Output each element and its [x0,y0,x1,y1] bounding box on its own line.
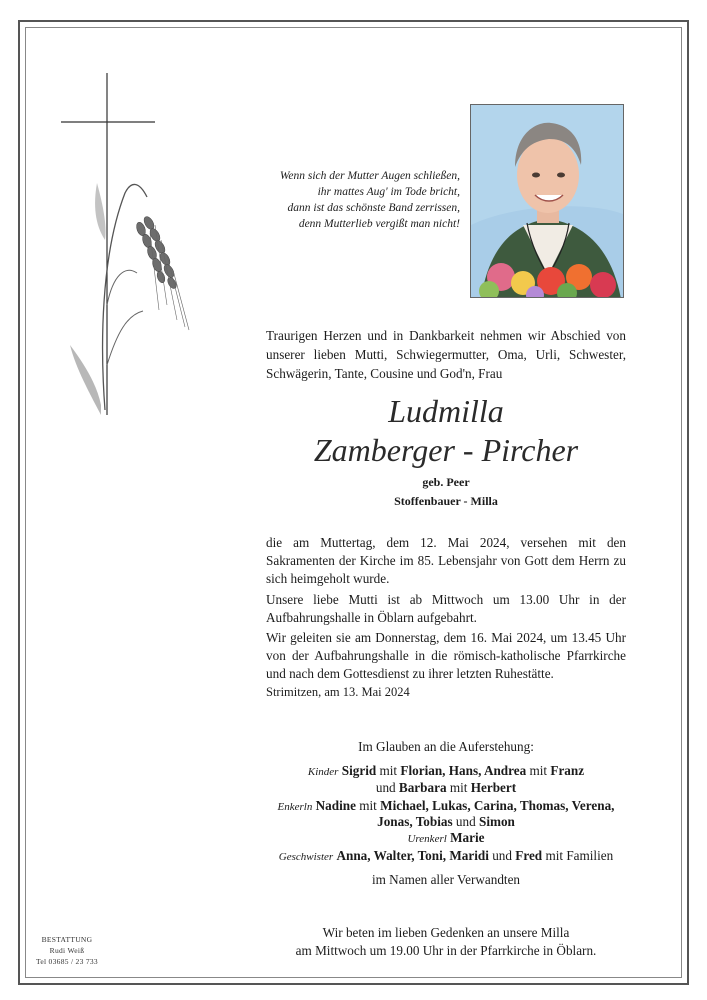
family-name: Florian, Hans, Andrea [400,763,527,778]
connector: mit [529,763,548,778]
relation-label: Geschwister [278,851,334,863]
family-name: Simon [478,814,515,829]
portrait-photo [470,104,624,298]
connector: mit [379,763,398,778]
place-date: Strimitzen, am 13. Mai 2024 [266,685,410,699]
last-name: Zamberger - Pircher [313,432,579,468]
relatives-line: im Namen aller Verwandten [371,872,521,887]
verse-line: denn Mutterlieb vergißt man nicht! [298,218,460,230]
verse-line: Wenn sich der Mutter Augen schließen, [279,170,460,182]
connector: und [492,848,512,863]
verse-line: ihr mattes Aug' im Tode bricht, [317,186,460,198]
intro-text: Traurigen Herzen und in Dankbarkeit nehmen wir Abschied von unserer lieben Mutti, Schwiegermutter, Oma, Urli, Schwester, Schwägerin, Tante, Cousine und God'n, Frau [266,328,626,381]
family-grandchildren-line-2 [256,813,636,830]
family-name: Anna, Walter, Toni, Maridi [336,848,489,863]
family-name: Fred [515,848,543,863]
family-name: Jonas, Tobias [377,814,453,829]
family-siblings-line [256,847,636,866]
birth-name: geb. Peer [422,475,470,489]
family-name: Franz [550,763,585,778]
prayer-line-2: am Mittwoch um 19.00 Uhr in der Pfarrkirche in Öblarn. [295,943,597,958]
family-name: Nadine [315,798,356,813]
undertaker-phone: Tel 03685 / 23 733 [36,957,98,966]
undertaker-name: Rudi Weiß [49,946,85,955]
relation-label: Kinder [307,766,339,778]
family-name: Marie [450,830,485,845]
undertaker-stamp [22,934,112,967]
family-children-line-2 [256,779,636,796]
connector: mit Familien [545,848,614,863]
relation-label: Urenkerl [407,833,447,845]
death-notice-paragraph: die am Muttertag, dem 12. Mai 2024, versehen mit den Sakramenten der Kirche im 85. Lebensjahr von Gott dem Herrn zu sich heimgeholt wurde. [266,535,626,586]
family-name: Herbert [470,780,517,795]
family-great-grandchildren-line [256,829,636,848]
memorial-verse [248,168,460,232]
cross-wheat-icon [55,65,205,425]
relation-label: Enkerln [277,801,313,813]
nickname: Stoffenbauer - Milla [394,494,498,508]
deceased-name [266,392,626,470]
family-name: Michael, Lukas, Carina, Thomas, Verena, [380,798,615,813]
family-name: Barbara [398,780,447,795]
first-name: Ludmilla [388,393,504,429]
viewing-paragraph: Unsere liebe Mutti ist ab Mittwoch um 13.00 Uhr in der Aufbahrungshalle in Öblarn aufgebahrt. [266,592,626,625]
funeral-paragraph: Wir geleiten sie am Donnerstag, dem 16. Mai 2024, um 13.45 Uhr von der Aufbahrungshalle in die römisch-katholische Pfarrkirche und nach dem Gottesdienst zu ihrer letzten Ruhestätte. [266,630,626,681]
verse-line: dann ist das schönste Band zerrissen, [287,202,460,214]
prayer-line-1: Wir beten im lieben Gedenken an unsere Milla [322,925,570,940]
connector: mit [449,780,468,795]
connector: mit [359,798,377,813]
family-name: Sigrid [341,763,377,778]
connector: und [455,814,476,829]
connector: und [375,780,396,795]
faith-line: Im Glauben an die Auferstehung: [358,739,534,754]
undertaker-title: BESTATTUNG [41,935,93,944]
